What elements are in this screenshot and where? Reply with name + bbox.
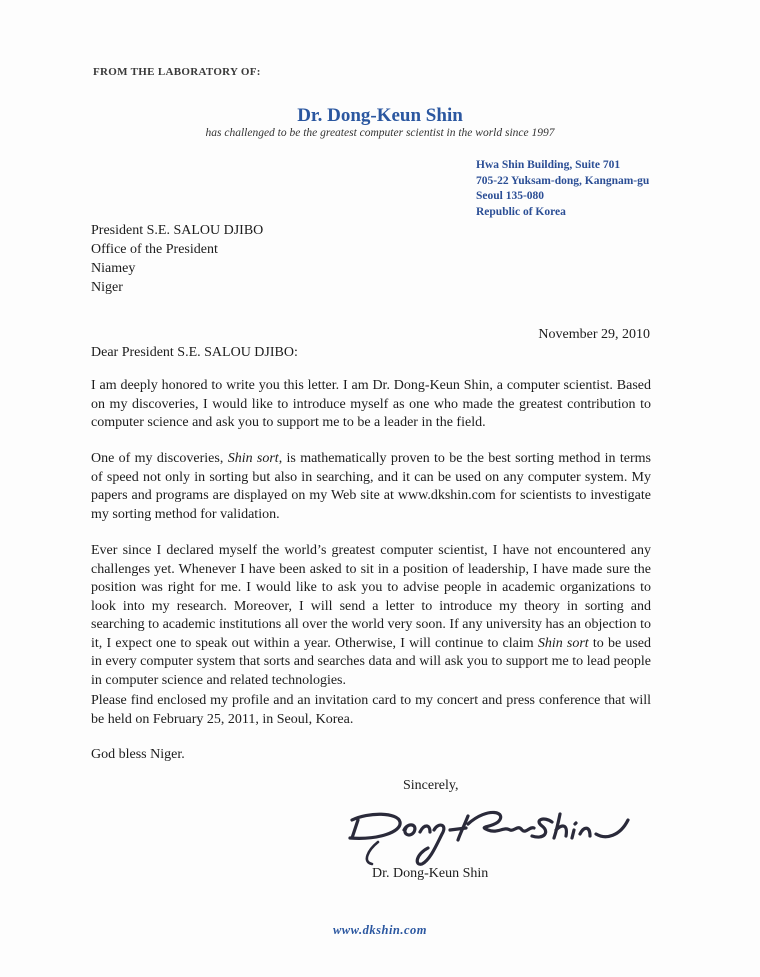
signer-name: Dr. Dong-Keun Shin [372,866,489,881]
paragraph-text: One of my discoveries, [91,451,228,466]
paragraph-text: to be used in every computer system that sorts and searches data and will ask you to support me to lead people in computer science and related technologies. [91,635,652,688]
footer-website: www.dkshin.com [332,923,428,937]
paragraph-text: Ever since I declared myself the world’s greatest computer scientist, I have not encountered any challenges yet. Whenever I have been asked to sit in a position of leadership, I have made sure the position was right for me. I would like to ask you to advise people in academic organizations to look into my research. Moreover, I will send a letter to introduce my theory in sorting and searching to academic institutions all over the world very soon. If any university has an objection to it, I expect one to speak out within a year. Otherwise, I will continue to claim [91,543,651,651]
recipient-line: Niamey [91,261,136,276]
body-paragraph-4: Please find enclosed my profile and an invitation card to my concert and press conference that will be held on February 25, 2011, in Seoul, Korea. [91,693,651,727]
body-paragraph-1: I am deeply honored to write you this letter. I am Dr. Dong-Keun Shin, a computer scientist. Based on my discoveries, I would like to introduce myself as one who made the greatest contribution to computer science and ask you to support me to be a leader in the field. [91,378,651,430]
body-paragraph-2 [91,450,651,524]
letter-date: November 29, 2010 [538,327,650,342]
recipient-address [91,221,263,297]
body-paragraph-3 [91,542,651,690]
sender-address [476,158,649,220]
body-paragraph-5: God bless Niger. [91,747,185,762]
recipient-line: Office of the President [91,242,218,257]
recipient-line: Niger [91,280,123,295]
salutation: Dear President S.E. SALOU DJIBO: [91,345,298,360]
recipient-line: President S.E. SALOU DJIBO [91,223,264,238]
handwritten-signature [338,800,638,872]
address-line: 705-22 Yuksam-dong, Kangnam-gu [476,174,650,187]
paragraph-text: , is mathematically proven to be the best sorting method in terms of speed not only in sorting but also in searching, and it can be used on any computer system. My papers and programs are displayed on my Web site at www.dkshin.com for scientists to investigate my sorting method for validation. [91,451,651,522]
shin-sort-emphasis: Shin sort [537,635,589,651]
letterhead-tagline: has challenged to be the greatest computer scientist in the world since 1997 [205,127,555,139]
address-line: Hwa Shin Building, Suite 701 [476,159,621,171]
closing-sincerely: Sincerely, [403,778,459,793]
address-line: Republic of Korea [476,205,566,218]
shin-sort-emphasis: Shin sort [227,451,279,466]
address-line: Seoul 135-080 [476,190,545,202]
letterhead-name: Dr. Dong-Keun Shin [297,105,463,126]
from-label: FROM THE LABORATORY OF: [93,66,261,78]
